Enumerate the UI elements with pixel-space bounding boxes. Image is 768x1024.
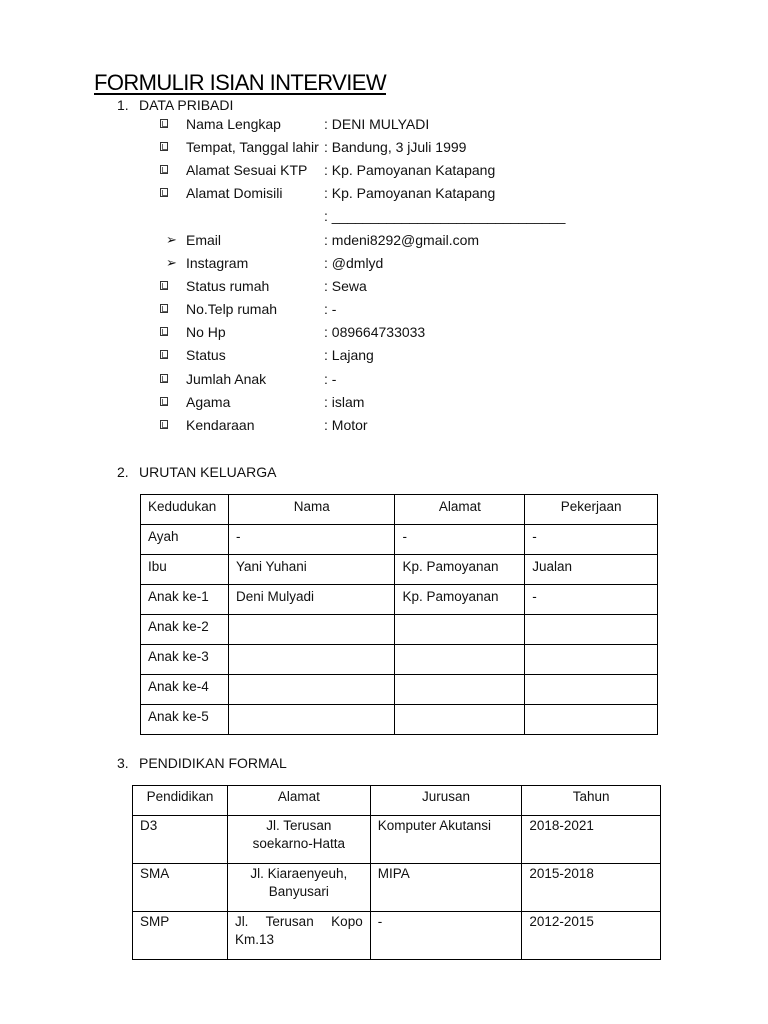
table-cell <box>395 645 525 675</box>
section-title: PENDIDIKAN FORMAL <box>139 755 287 771</box>
table-cell: Jl. Terusan soekarno-Hatta <box>227 816 370 864</box>
form-title: FORMULIR ISIAN INTERVIEW <box>94 70 386 95</box>
education-table <box>132 785 661 960</box>
table-header-row <box>141 495 658 525</box>
table-cell: Kp. Pamoyanan <box>395 555 525 585</box>
field-value: : DENI MULYADI <box>324 116 430 132</box>
field-label: Agama <box>186 394 231 410</box>
table-cell: - <box>525 585 658 615</box>
table-row <box>133 816 661 864</box>
column-header: Alamat <box>227 786 370 816</box>
field-label: No Hp <box>186 324 226 340</box>
field-label: Email <box>186 232 222 248</box>
family-table <box>140 494 658 735</box>
bullet-box-icon <box>160 350 168 359</box>
table-cell <box>395 675 525 705</box>
section-number: 1. <box>117 97 129 113</box>
bullet-box-icon <box>160 397 168 406</box>
field-label: Alamat Domisili <box>186 185 283 201</box>
table-cell: MIPA <box>370 864 522 912</box>
field-value: : @dmlyd <box>324 255 384 271</box>
field-value: : 089664733033 <box>324 324 426 340</box>
column-header: Nama <box>228 495 394 525</box>
table-cell: - <box>395 525 525 555</box>
table-cell: SMP <box>133 912 228 960</box>
table-row <box>141 585 658 615</box>
table-row <box>141 705 658 735</box>
bullet-box-icon <box>160 188 168 197</box>
table-cell <box>228 615 394 645</box>
field-label: Status rumah <box>186 278 270 294</box>
arrow-bullet-icon: ➢ <box>166 255 177 270</box>
table-cell: Anak ke-5 <box>141 705 229 735</box>
bullet-box-icon <box>160 281 168 290</box>
table-cell: Jl. Kiaraenyeuh, Banyusari <box>227 864 370 912</box>
field-label: Status <box>186 347 226 363</box>
field-value: : islam <box>324 394 365 410</box>
table-cell: Anak ke-4 <box>141 675 229 705</box>
table-cell: Ibu <box>141 555 229 585</box>
field-value: : Bandung, 3 jJuli 1999 <box>324 139 467 155</box>
column-header: Tahun <box>522 786 661 816</box>
field-label: Kendaraan <box>186 417 255 433</box>
field-value: : - <box>324 301 337 317</box>
column-header: Alamat <box>395 495 525 525</box>
table-cell <box>525 615 658 645</box>
table-cell: 2018-2021 <box>522 816 661 864</box>
bullet-box-icon <box>160 304 168 313</box>
field-value: : - <box>324 371 337 387</box>
field-value: : mdeni8292@gmail.com <box>324 232 480 248</box>
field-value: : Kp. Pamoyanan Katapang <box>324 185 496 201</box>
table-cell <box>228 705 394 735</box>
section-title: URUTAN KELUARGA <box>139 464 277 480</box>
field-value: : Sewa <box>324 278 367 294</box>
table-row <box>133 864 661 912</box>
table-row <box>141 675 658 705</box>
table-cell: Komputer Akutansi <box>370 816 522 864</box>
section-number: 3. <box>117 755 129 771</box>
field-label: No.Telp rumah <box>186 301 278 317</box>
table-cell: Yani Yuhani <box>228 555 394 585</box>
bullet-box-icon <box>160 142 168 151</box>
table-cell: Ayah <box>141 525 229 555</box>
field-value: : Lajang <box>324 347 374 363</box>
field-label: Alamat Sesuai KTP <box>186 162 308 178</box>
bullet-box-icon <box>160 327 168 336</box>
table-cell: 2012-2015 <box>522 912 661 960</box>
field-label: Jumlah Anak <box>186 371 267 387</box>
bullet-box-icon <box>160 119 168 128</box>
table-cell <box>525 705 658 735</box>
table-cell <box>525 675 658 705</box>
table-cell: Kp. Pamoyanan <box>395 585 525 615</box>
bullet-box-icon <box>160 374 168 383</box>
table-cell <box>395 615 525 645</box>
table-cell: Anak ke-1 <box>141 585 229 615</box>
field-label: Instagram <box>186 255 249 271</box>
arrow-bullet-icon: ➢ <box>166 232 177 247</box>
table-cell: - <box>228 525 394 555</box>
field-value: : Motor <box>324 417 368 433</box>
column-header: Pekerjaan <box>525 495 658 525</box>
field-label: Tempat, Tanggal lahir <box>186 139 319 155</box>
table-row <box>141 555 658 585</box>
table-cell: Deni Mulyadi <box>228 585 394 615</box>
table-cell: D3 <box>133 816 228 864</box>
table-cell <box>228 645 394 675</box>
section-number: 2. <box>117 464 129 480</box>
table-cell: SMA <box>133 864 228 912</box>
table-cell: Anak ke-2 <box>141 615 229 645</box>
field-value: : ______________________________ <box>324 208 566 224</box>
table-cell: Jl. Terusan Kopo Km.13 <box>227 912 370 960</box>
table-cell: Anak ke-3 <box>141 645 229 675</box>
table-cell <box>525 645 658 675</box>
table-cell: - <box>370 912 522 960</box>
table-row <box>141 525 658 555</box>
column-header: Jurusan <box>370 786 522 816</box>
table-row <box>141 615 658 645</box>
column-header: Kedudukan <box>141 495 229 525</box>
table-cell <box>395 705 525 735</box>
bullet-box-icon <box>160 165 168 174</box>
column-header: Pendidikan <box>133 786 228 816</box>
table-row <box>133 912 661 960</box>
field-value: : Kp. Pamoyanan Katapang <box>324 162 496 178</box>
table-row <box>141 645 658 675</box>
table-cell: - <box>525 525 658 555</box>
table-cell <box>228 675 394 705</box>
section-title: DATA PRIBADI <box>139 97 234 113</box>
table-header-row <box>133 786 661 816</box>
bullet-box-icon <box>160 420 168 429</box>
field-label: Nama Lengkap <box>186 116 281 132</box>
table-cell: Jualan <box>525 555 658 585</box>
table-cell: 2015-2018 <box>522 864 661 912</box>
